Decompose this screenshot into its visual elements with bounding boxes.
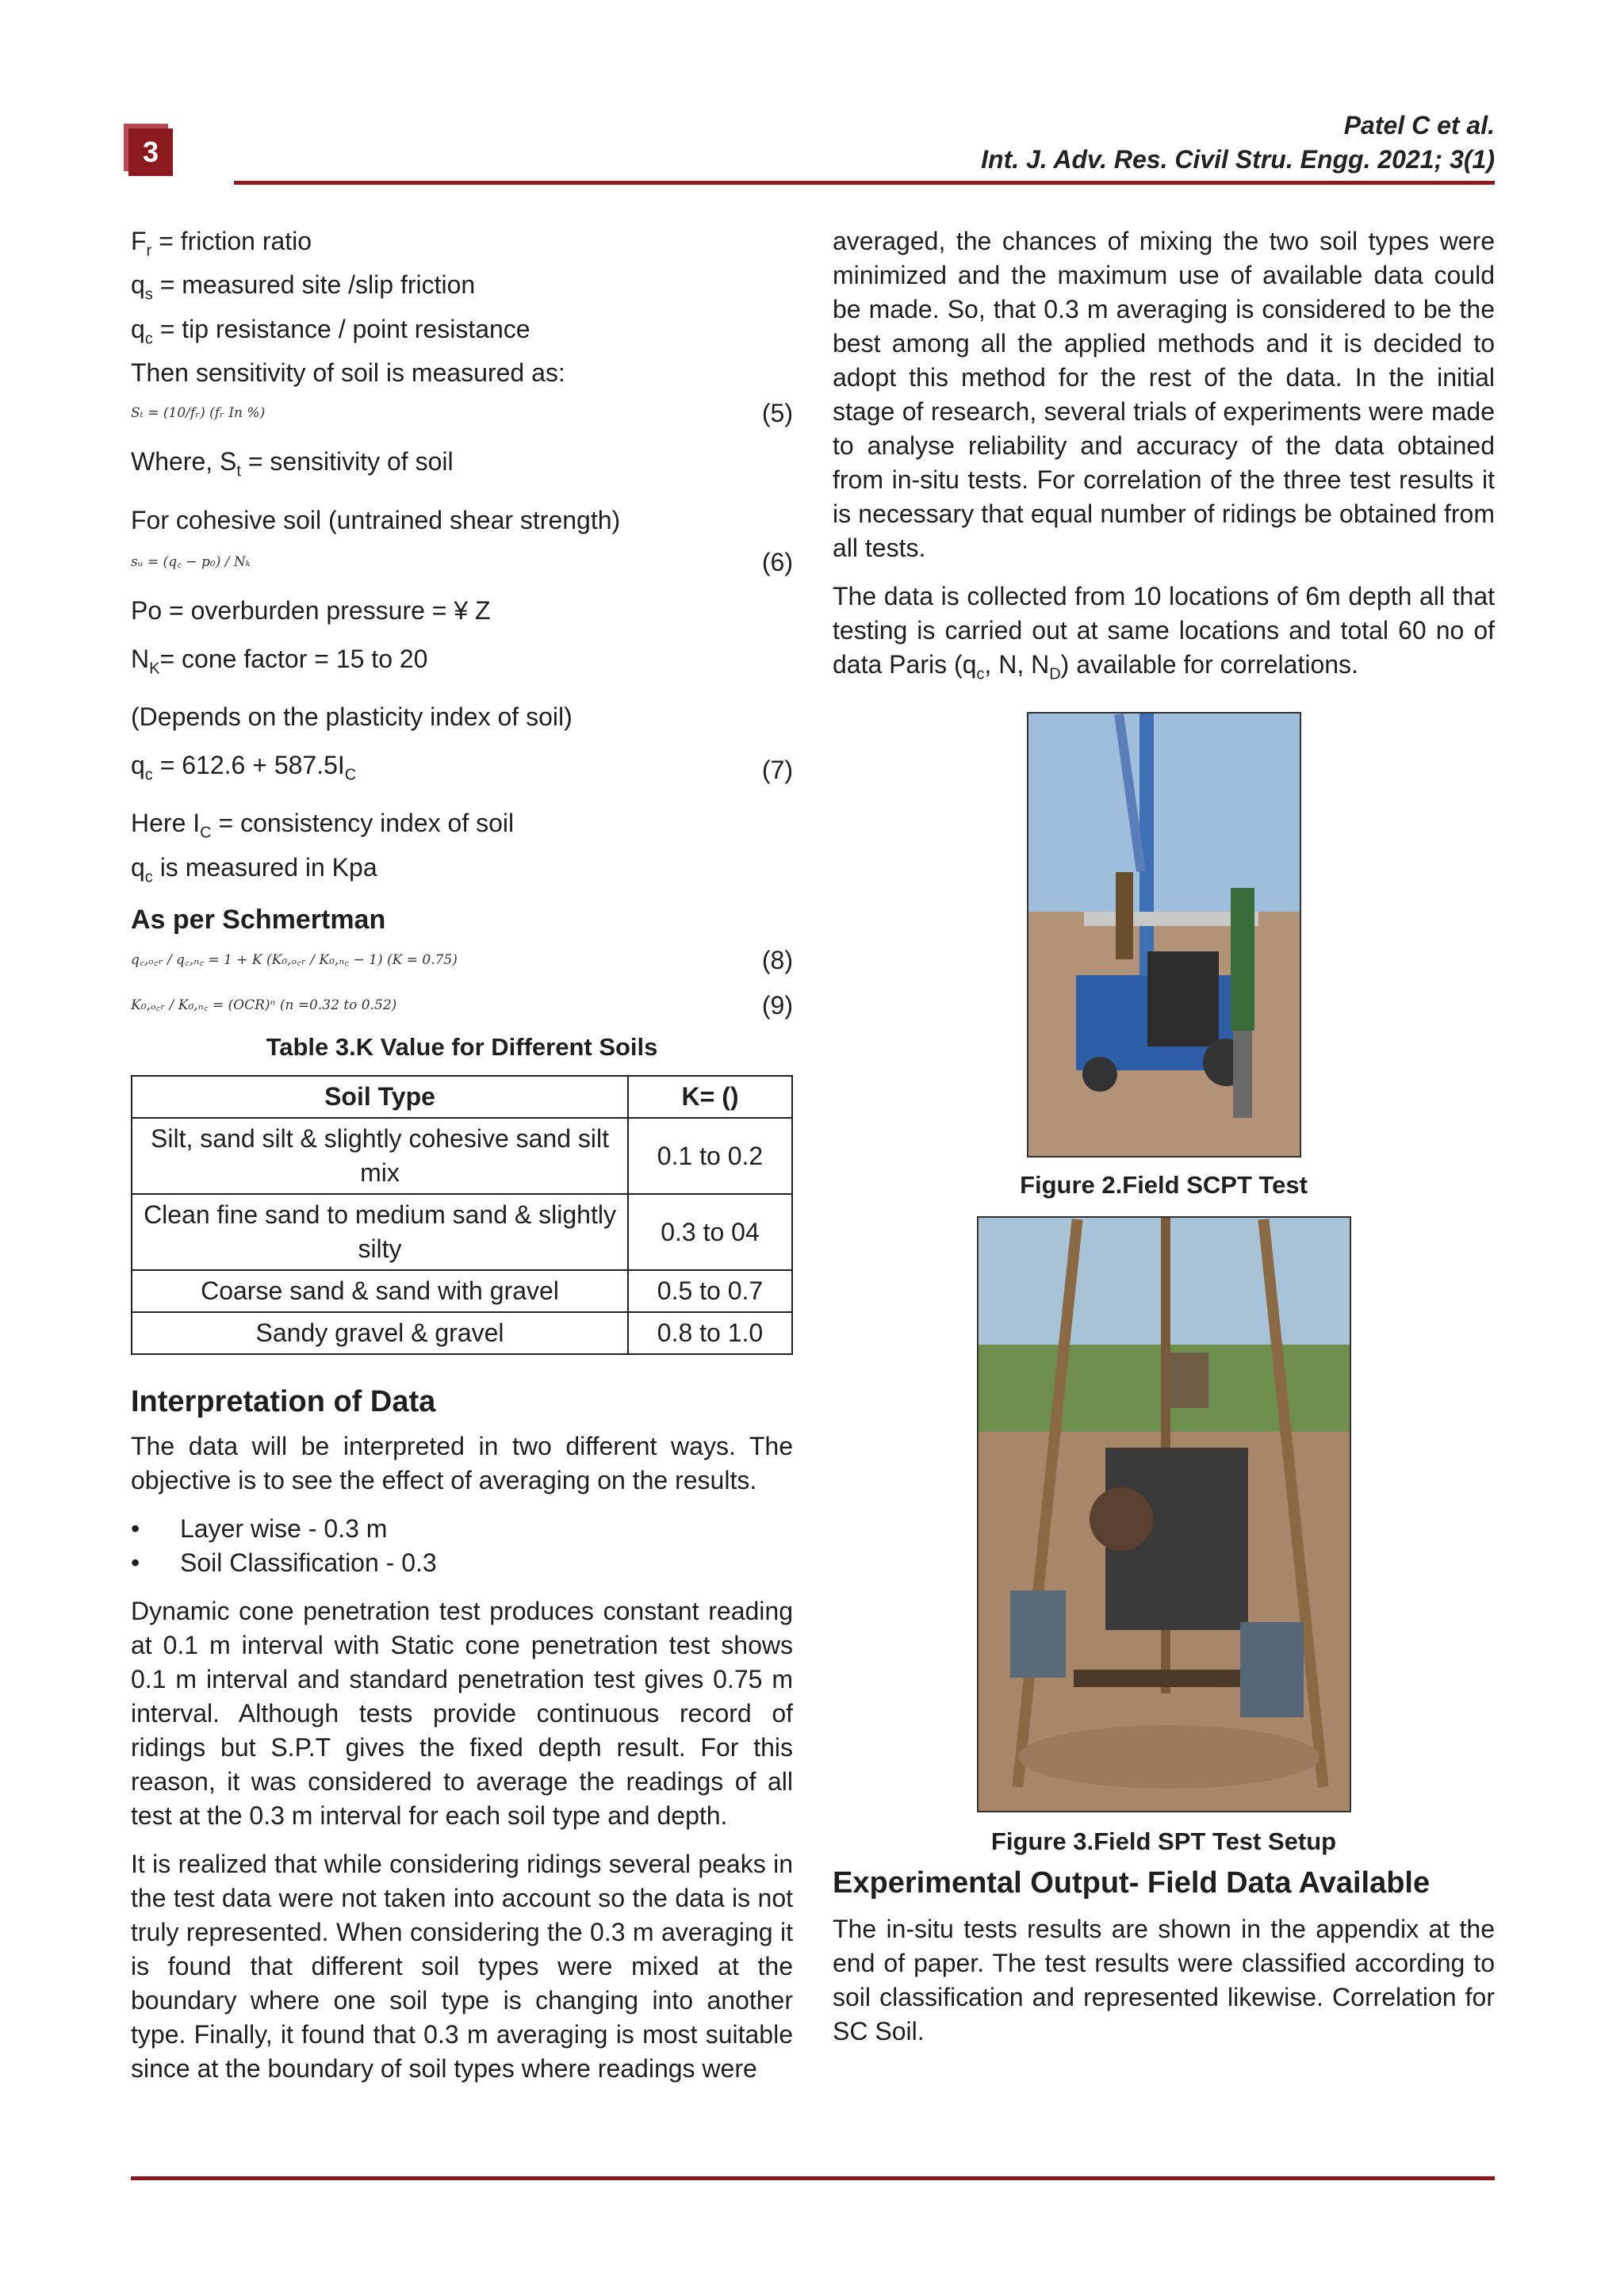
equation-9-number: (9) xyxy=(761,991,793,1020)
equation-6-row xyxy=(131,545,793,580)
equation-8-number: (8) xyxy=(761,946,793,975)
table-cell: 0.3 to 04 xyxy=(628,1194,792,1270)
equation-5-row xyxy=(131,396,793,430)
page-number: 3 xyxy=(142,136,159,168)
table-header-row xyxy=(132,1076,792,1118)
figure-2-caption: Figure 2.Field SCPT Test xyxy=(1020,1171,1308,1199)
table-cell: 0.1 to 0.2 xyxy=(628,1118,792,1194)
table-row xyxy=(132,1312,792,1354)
experimental-output-paragraph: The in-situ tests results are shown in the appendix at the end of paper. The test results were classified according to soil classification and represented likewise. Correlation for SC Soil. xyxy=(833,1915,1495,2045)
header-journal: Int. J. Adv. Res. Civil Stru. Engg. 2021; 3(1) xyxy=(981,145,1495,174)
table-cell: 0.8 to 1.0 xyxy=(628,1312,792,1354)
table-row xyxy=(132,1118,792,1194)
footer-rule xyxy=(131,2176,1495,2180)
schmertman-heading: As per Schmertman xyxy=(131,905,386,936)
table-cell: Coarse sand & sand with gravel xyxy=(132,1270,628,1312)
right-paragraph-2: The data is collected from 10 locations of 6m depth all that testing is carried out at same locations and total 60 no of data Paris ($q_c$, N, $N_D$) available for correlations. xyxy=(833,582,1495,683)
equation-9-row xyxy=(131,989,793,1023)
page-number-badge xyxy=(128,128,173,176)
figure-3-photo xyxy=(977,1216,1351,1812)
interpretation-paragraph-3: It is realized that while considering ridings several peaks in the test data were not taken into account so the data is not truly represented. When considering the 0.3 m averaging it is found that different soil types were mixed at the boundary where one soil type is changing into another type. Finally, it found that 0.3 m averaging is most suitable since at the boundary of soil types where readings were xyxy=(131,1850,793,2084)
scpt-rig-illustration xyxy=(1028,714,1300,1156)
right-paragraph-1: averaged, the chances of mixing the two soil types were minimized and the maximum use of available data could be made. So, that 0.3 m averaging is considered to be the best among all the applied methods and it is decided to adopt this method for the rest of the data. In the initial stage of research, several trials of experiments were made to analyse reliability and accuracy of the data obtained from in-situ tests. For correlation of the three test results it is necessary that equal number of ridings be obtained from all tests. xyxy=(833,227,1495,562)
cone-factor-line: $N_K=$ cone factor = 15 to 20 xyxy=(131,644,428,677)
equation-5-number: (5) xyxy=(761,399,793,428)
table-header-soil-type: Soil Type xyxy=(132,1076,628,1118)
equation-8-row xyxy=(131,943,793,978)
sensitivity-intro: Then sensitivity of soil is measured as: xyxy=(131,358,565,388)
header-author: Patel C et al. xyxy=(1343,111,1495,140)
header-rule xyxy=(234,181,1495,185)
left-column xyxy=(131,224,793,2086)
overburden-line: Po = overburden pressure = ¥ Z xyxy=(131,595,491,625)
equation-7-number: (7) xyxy=(761,756,793,785)
k-value-table xyxy=(131,1075,793,1355)
equation-7-row xyxy=(131,748,793,792)
equation-9: K₀,ₒ꜀ᵣ / K₀,ₙ꜀ = (OCR)ⁿ (n =0.32 to 0.52) xyxy=(131,997,397,1014)
interpretation-paragraph-1: The data will be interpreted in two different ways. The objective is to see the effect of averaging on the results. xyxy=(131,1432,793,1495)
spt-rig-illustration xyxy=(979,1218,1350,1811)
equation-5: Sₜ = (10/fᵣ) (fᵣ In %) xyxy=(131,405,266,422)
table-cell: Sandy gravel & gravel xyxy=(132,1312,628,1354)
equation-7: $q_c = 612.6 + 587.5I_C$ xyxy=(131,750,357,784)
interpretation-heading: Interpretation of Data xyxy=(131,1385,436,1419)
table-caption: Table 3.K Value for Different Soils xyxy=(266,1033,658,1062)
table-row xyxy=(132,1270,792,1312)
equation-6: sᵤ = (q꜀ − p₀) / Nₖ xyxy=(131,553,251,570)
table-row xyxy=(132,1194,792,1270)
definition-qc: $q_c$ = tip resistance / point resistance xyxy=(131,314,530,348)
table-cell: 0.5 to 0.7 xyxy=(628,1270,792,1312)
definition-fr: $F_r$ = friction ratio xyxy=(131,227,312,260)
table-header-k: K= () xyxy=(628,1076,792,1118)
table-cell: Clean fine sand to medium sand & slightly silty xyxy=(132,1194,628,1270)
plasticity-note: (Depends on the plasticity index of soil) xyxy=(131,702,573,731)
list-item: • Soil Classification - 0.3 xyxy=(131,1548,437,1578)
definition-qs: $q_s$ = measured site /slip friction xyxy=(131,270,476,304)
figure-3-caption: Figure 3.Field SPT Test Setup xyxy=(990,1827,1337,1855)
experimental-output-heading: Experimental Output- Field Data Available xyxy=(833,1866,1431,1900)
right-column xyxy=(833,224,1495,691)
figure-2-photo xyxy=(1027,712,1301,1158)
equation-6-number: (6) xyxy=(761,547,793,576)
where-st: Where, $S_t$ = sensitivity of soil xyxy=(131,447,454,480)
table-cell: Silt, sand silt & slightly cohesive sand silt mix xyxy=(132,1118,628,1194)
cohesive-soil-line: For cohesive soil (untrained shear strength) xyxy=(131,505,621,534)
list-item: • Layer wise - 0.3 m xyxy=(131,1514,388,1544)
equation-8: q꜀,ₒ꜀ᵣ / q꜀,ₙ꜀ = 1 + K (K₀,ₒ꜀ᵣ / K₀,ₙ꜀ − 1) (K = 0.75) xyxy=(131,952,458,969)
averaging-list xyxy=(131,1512,793,1580)
consistency-index-line: Here $I_C$ = consistency index of soil xyxy=(131,809,515,842)
experimental-output-section xyxy=(833,1863,1495,2049)
interpretation-paragraph-2: Dynamic cone penetration test produces constant reading at 0.1 m interval with Static cone penetration test shows 0.1 m interval and standard penetration test gives 0.75 m interval. Although tests provide continuous record of ridings but S.P.T gives the fixed depth result. For this reason, it was considered to average the readings of all test at the 0.3 m interval for each soil type and depth. xyxy=(131,1597,793,1831)
qc-unit-line: $q_c$ is measured in Kpa xyxy=(131,852,377,886)
